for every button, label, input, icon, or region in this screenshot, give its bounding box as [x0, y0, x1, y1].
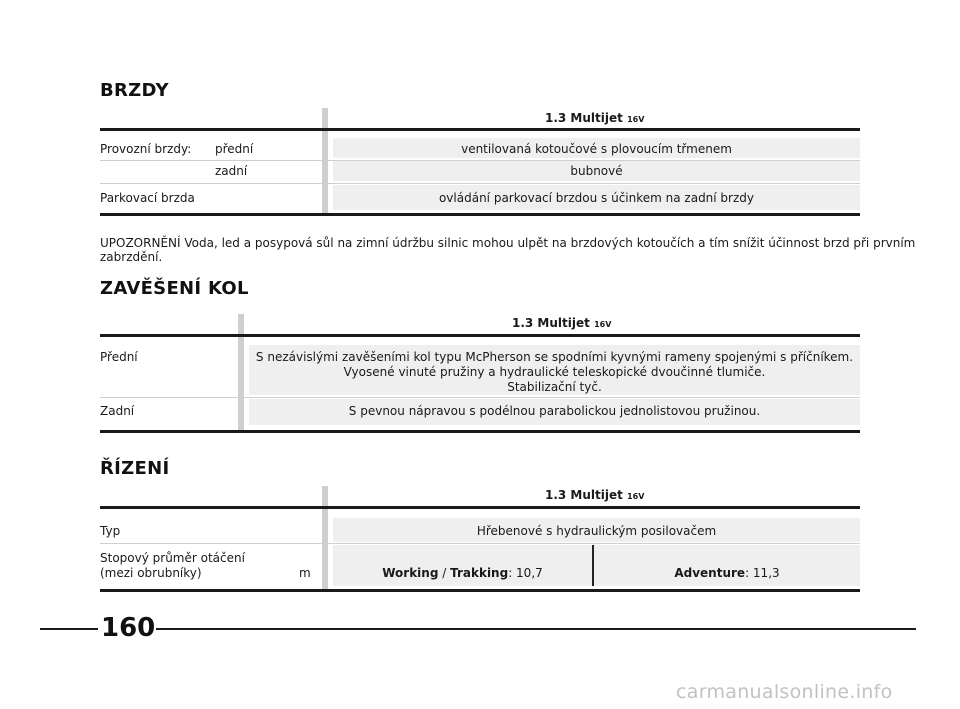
page-number: 160 [101, 613, 156, 643]
turning-circle-adventure: Adventure: 11,3 [674, 566, 780, 580]
table-rule [100, 334, 860, 337]
footer-rule-right [156, 628, 916, 630]
row-label: Přední [100, 350, 138, 364]
row-label: Zadní [100, 404, 135, 418]
table-rule [100, 128, 860, 131]
row-sublabel: přední [215, 142, 254, 156]
column-divider [322, 108, 328, 216]
turning-circle-working-trakking: Working / Trakking: 10,7 [382, 566, 543, 580]
row-value-line1: S nezávislými zavěšeními kol typu McPherson se spodními kyvnými rameny spojenými s příčníkem. [255, 350, 854, 364]
row-label: Provozní brzdy: [100, 142, 192, 156]
row-label-line1: Stopový průměr otáčení [100, 551, 245, 565]
engine-header: 1.3 Multijet 16V [545, 111, 645, 125]
section-title-brzdy: BRZDY [100, 80, 169, 101]
watermark: carmanualsonline.info [676, 681, 893, 703]
row-divider [100, 397, 860, 398]
unit-label: m [299, 566, 311, 580]
section-title-zaveseni: ZAVĚŠENÍ KOL [100, 278, 249, 299]
row-value-line3: Stabilizační tyč. [507, 380, 602, 394]
row-label: Parkovací brzda [100, 191, 195, 205]
row-divider [100, 543, 860, 544]
engine-header: 1.3 Multijet 16V [545, 488, 645, 502]
row-label: Typ [100, 524, 121, 538]
warning-text-line2: zabrzdění. [100, 250, 163, 264]
engine-header: 1.3 Multijet 16V [512, 316, 612, 330]
row-sublabel: zadní [215, 164, 248, 178]
table-rule [100, 430, 860, 433]
table-rule [100, 213, 860, 216]
row-value: ventilovaná kotoučové s plovoucím třmenem [461, 142, 732, 156]
table-rule [100, 506, 860, 509]
row-value: bubnové [570, 164, 623, 178]
row-value: ovládání parkovací brzdou s účinkem na zadní brzdy [438, 191, 755, 205]
row-divider [100, 183, 860, 184]
row-value: S pevnou nápravou s podélnou parabolickou jednolistovou pružinou. [348, 404, 761, 418]
warning-text-line1: UPOZORNĚNÍ Voda, led a posypová sůl na zimní údržbu silnic mohou ulpět na brzdových kotoučích a tím snížit účinnost brzd při prvním [100, 236, 916, 250]
column-divider [238, 314, 244, 432]
footer-rule-left [40, 628, 98, 630]
table-rule [100, 589, 860, 592]
row-label-line2: (mezi obrubníky) [100, 566, 202, 580]
row-value-line2: Vyosené vinuté pružiny a hydraulické teleskopické dvoučinné tlumiče. [343, 365, 766, 379]
column-divider [322, 486, 328, 591]
section-title-rizeni: ŘÍZENÍ [100, 458, 170, 479]
row-value: Hřebenové s hydraulickým posilovačem [476, 524, 717, 538]
